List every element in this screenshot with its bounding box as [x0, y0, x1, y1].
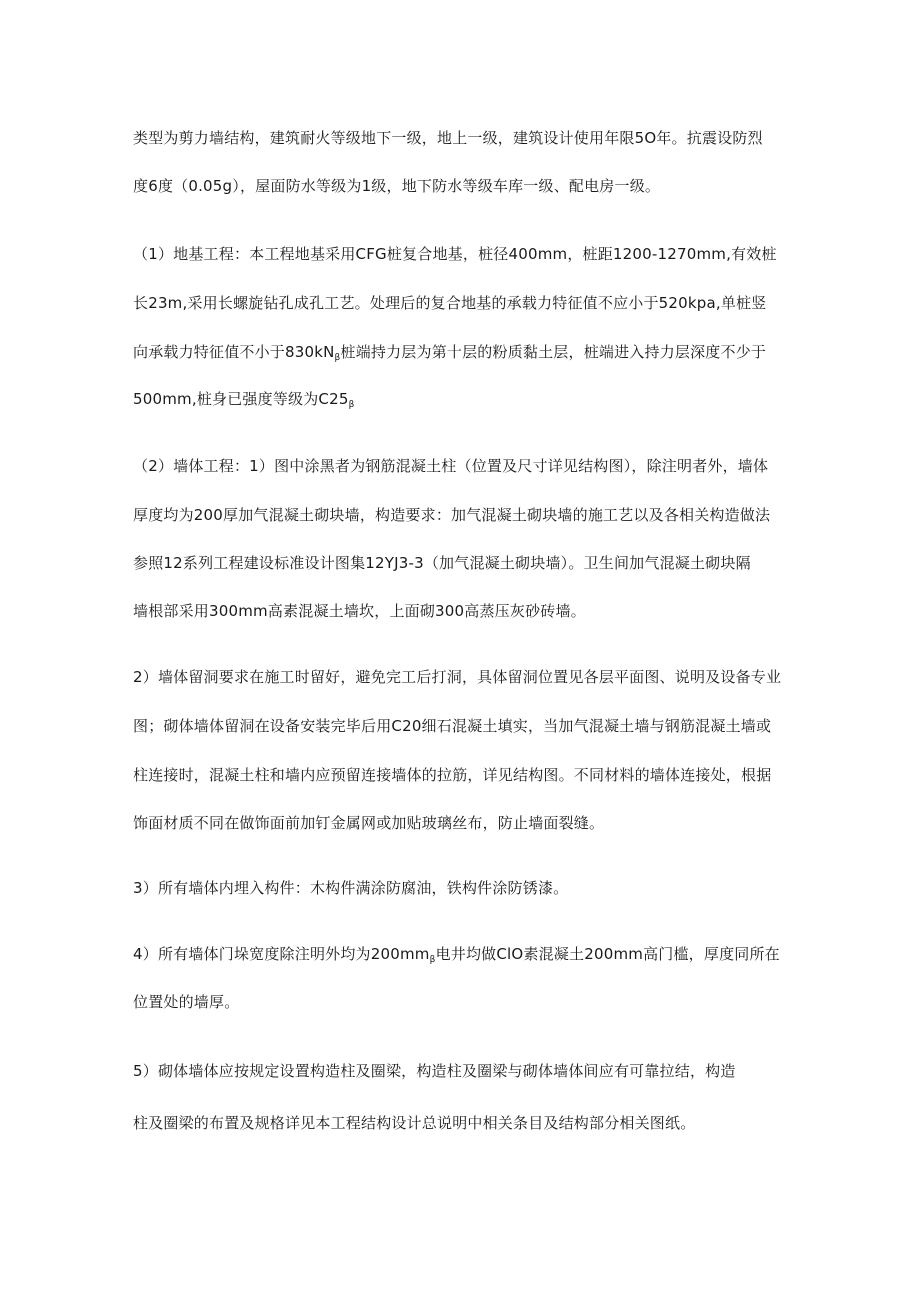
text-segment: 向承载力特征值不小于830kN — [133, 343, 335, 361]
text-line: 柱连接时，混凝土柱和墙内应预留连接墙体的拉筋，详见结构图。不同材料的墙体连接处，根据 — [133, 766, 772, 784]
text-segment: 500mm,桩身已强度等级为C25 — [133, 390, 349, 408]
text-line: 图；砌体墙体留洞在设备安装完毕后用C20细石混凝土填实，当加气混凝土墙与钢筋混凝土墙或 — [133, 717, 772, 735]
subscript-mark: β — [334, 353, 341, 363]
text-line: 参照12系列工程建设标准设计图集12YJ3-3（加气混凝土砌块墙）。卫生间加气混凝土砌块隔 — [133, 554, 751, 572]
text-line: 柱及圈梁的布置及规格详见本工程结构设计总说明中相关条目及结构部分相关图纸。 — [133, 1114, 696, 1132]
text-line — [133, 389, 355, 409]
text-line: 墙根部采用300mm高素混凝土墙坎，上面砌300高蒸压灰砂砖墙。 — [133, 602, 586, 620]
text-line: 类型为剪力墙结构，建筑耐火等级地下一级，地上一级，建筑设计使用年限5O年。抗震设防烈 — [133, 129, 763, 147]
text-line: 饰面材质不同在做饰面前加钉金属网或加贴玻璃丝布，防止墙面裂缝。 — [133, 814, 605, 832]
text-line: （1）地基工程：本工程地基采用CFG桩复合地基，桩径400mm，桩距1200-1270mm,有效桩 — [133, 245, 777, 263]
text-line: 厚度均为200厚加气混凝土砌块墙，构造要求：加气混凝土砌块墙的施工艺以及各相关构造做法 — [133, 506, 771, 524]
text-line: 长23m,采用长螺旋钻孔成孔工艺。处理后的复合地基的承载力特征值不应小于520kpa,单桩竖 — [133, 294, 767, 312]
text-line: 度6度（0.05g），屋面防水等级为1级，地下防水等级车库一级、配电房一级。 — [133, 177, 661, 195]
text-line — [133, 944, 780, 964]
text-segment: 4）所有墙体门垛宽度除注明外均为200mm — [133, 945, 430, 963]
text-line: （2）墙体工程：1）图中涂黑者为钢筋混凝土柱（位置及尺寸详见结构图），除注明者外，墙体 — [133, 457, 769, 475]
text-line — [133, 342, 766, 362]
text-segment: 电井均做ClO素混凝土200mm高门槛，厚度同所在 — [435, 945, 780, 963]
text-line: 位置处的墙厚。 — [133, 993, 240, 1011]
text-line: 3）所有墙体内埋入构件：木构件满涂防腐油，铁构件涂防锈漆。 — [133, 879, 569, 897]
text-line: 2）墙体留洞要求在施工时留好，避免完工后打洞，具体留洞位置见各层平面图、说明及设备专业 — [133, 668, 782, 686]
text-segment: 桩端持力层为第十层的粉质黏土层，桩端进入持力层深度不少于 — [340, 343, 767, 361]
subscript-mark: β — [348, 400, 355, 410]
text-line: 5）砌体墙体应按规定设置构造柱及圈梁，构造柱及圈梁与砌体墙体间应有可靠拉结，构造 — [133, 1062, 736, 1080]
subscript-mark: β — [429, 955, 436, 965]
